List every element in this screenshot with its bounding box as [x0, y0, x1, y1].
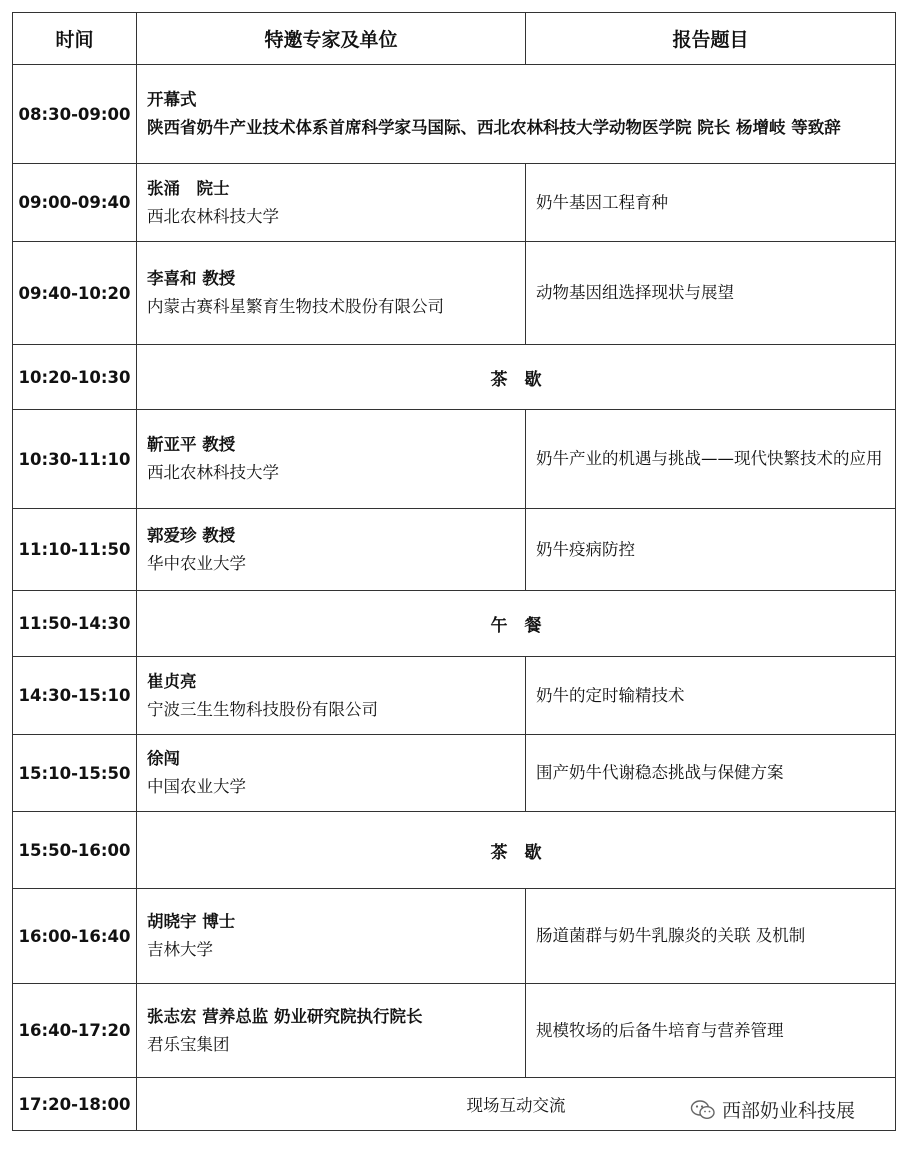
speaker-name: 郭爱珍 教授 — [147, 525, 236, 545]
row-time: 15:50-16:00 — [13, 812, 137, 889]
break-row — [13, 591, 896, 657]
break-label: 茶 歇 — [137, 345, 896, 410]
table-row — [13, 509, 896, 591]
speaker-name: 徐闯 — [147, 749, 180, 768]
topic-cell: 奶牛产业的机遇与挑战——现代快繁技术的应用 — [526, 410, 896, 509]
topic-cell: 围产奶牛代谢稳态挑战与保健方案 — [526, 735, 896, 812]
opening-time: 08:30-09:00 — [13, 65, 137, 164]
row-time: 14:30-15:10 — [13, 657, 137, 735]
table-row — [13, 984, 896, 1078]
row-time: 09:40-10:20 — [13, 242, 137, 345]
header-time: 时间 — [13, 13, 137, 65]
table-row — [13, 735, 896, 812]
topic-cell: 奶牛基因工程育种 — [526, 164, 896, 242]
opening-row — [13, 65, 896, 164]
topic-cell: 肠道菌群与奶牛乳腺炎的关联 及机制 — [526, 889, 896, 984]
speaker-cell — [137, 242, 526, 345]
header-expert: 特邀专家及单位 — [137, 13, 526, 65]
speaker-cell — [137, 164, 526, 242]
lunch-label: 午 餐 — [137, 591, 896, 657]
break-row — [13, 345, 896, 410]
speaker-org: 中国农业大学 — [147, 777, 246, 796]
speaker-org: 西北农林科技大学 — [147, 463, 279, 482]
speaker-org: 宁波三生生物科技股份有限公司 — [147, 699, 378, 719]
row-time: 16:00-16:40 — [13, 889, 137, 984]
row-time: 09:00-09:40 — [13, 164, 137, 242]
speaker-name: 张志宏 营养总监 奶业研究院执行院长 — [147, 1006, 423, 1026]
speaker-cell — [137, 889, 526, 984]
break-label: 茶 歇 — [137, 812, 896, 889]
speaker-cell — [137, 509, 526, 591]
speaker-cell — [137, 410, 526, 509]
schedule-table — [12, 12, 896, 1131]
table-row — [13, 657, 896, 735]
speaker-name: 李喜和 教授 — [147, 269, 236, 288]
speaker-org: 君乐宝集团 — [147, 1034, 230, 1054]
watermark — [690, 1096, 855, 1123]
wechat-icon — [690, 1099, 716, 1121]
interaction-label: 现场互动交流 — [137, 1078, 896, 1131]
row-time: 11:10-11:50 — [13, 509, 137, 591]
speaker-name: 崔贞亮 — [147, 671, 197, 691]
row-time: 16:40-17:20 — [13, 984, 137, 1078]
topic-cell: 动物基因组选择现状与展望 — [526, 242, 896, 345]
speaker-name: 胡晓宇 博士 — [147, 912, 236, 931]
watermark-text: 西部奶业科技展 — [722, 1100, 856, 1122]
row-time: 10:30-11:10 — [13, 410, 137, 509]
opening-title: 开幕式 — [147, 90, 197, 109]
topic-cell: 奶牛的定时输精技术 — [526, 657, 896, 735]
opening-cell — [137, 65, 896, 164]
table-row — [13, 410, 896, 509]
row-time: 11:50-14:30 — [13, 591, 137, 657]
speaker-cell — [137, 984, 526, 1078]
opening-text: 陕西省奶牛产业技术体系首席科学家马国际、西北农林科技大学动物医学院 院长 杨增岐 等致辞 — [147, 118, 841, 137]
speaker-name: 靳亚平 教授 — [147, 435, 236, 454]
row-time: 10:20-10:30 — [13, 345, 137, 410]
table-row — [13, 889, 896, 984]
header-row — [13, 13, 896, 65]
table-row — [13, 164, 896, 242]
speaker-cell — [137, 735, 526, 812]
topic-cell: 规模牧场的后备牛培育与营养管理 — [526, 984, 896, 1078]
speaker-cell — [137, 657, 526, 735]
row-time: 17:20-18:00 — [13, 1078, 137, 1131]
speaker-org: 内蒙古赛科星繁育生物技术股份有限公司 — [147, 297, 444, 316]
speaker-org: 华中农业大学 — [147, 553, 246, 573]
speaker-org: 吉林大学 — [147, 940, 213, 959]
speaker-name: 张涌 院士 — [147, 178, 230, 198]
table-row — [13, 242, 896, 345]
speaker-org: 西北农林科技大学 — [147, 206, 279, 226]
topic-cell: 奶牛疫病防控 — [526, 509, 896, 591]
break-row — [13, 812, 896, 889]
row-time: 15:10-15:50 — [13, 735, 137, 812]
header-topic: 报告题目 — [526, 13, 896, 65]
